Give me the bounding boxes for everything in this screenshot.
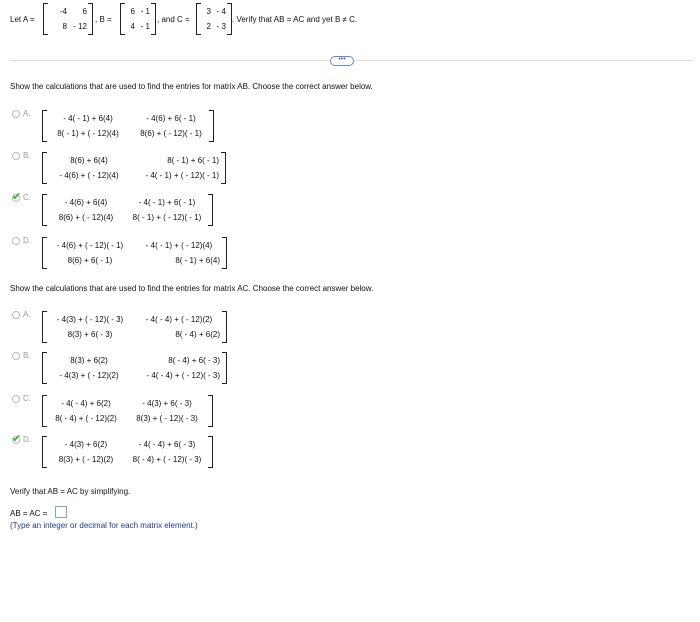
matrix-cell: 8(3) + 6(2) — [70, 356, 108, 365]
matrix-bracket-left — [42, 194, 47, 226]
option-letter: C. — [23, 394, 31, 403]
matrix-cell: 8( - 4) + ( - 12)( - 3) — [132, 455, 202, 464]
q2-option-c[interactable] — [12, 395, 232, 429]
let-a-label: Let A = — [10, 15, 35, 24]
matrix-cell: 8 — [62, 22, 67, 31]
matrix-bracket-right — [209, 110, 214, 142]
matrix-cell: - 4(3) + ( - 12)( - 3) — [56, 315, 124, 324]
matrix-cell: - 4(3) + 6(2) — [64, 440, 108, 449]
q1-option-a[interactable] — [12, 110, 227, 144]
matrix-cell: - 4(6) + 6( - 1) — [146, 114, 196, 123]
option-letter: D. — [23, 236, 31, 245]
matrix-a — [43, 3, 93, 35]
answer-label: AB = AC = — [10, 509, 48, 518]
radio-button[interactable] — [12, 311, 20, 319]
checkmark-icon: ✔ — [12, 191, 22, 203]
matrix-cell: 8(6) + 6( - 1) — [67, 256, 113, 265]
matrix-bracket-right — [151, 3, 156, 35]
verify-prompt: Verify that AB = AC by simplifying. — [10, 487, 131, 496]
matrix-cell: - 4( - 1) + ( - 12)( - 1) — [145, 171, 219, 180]
matrix-cell: - 4(3) + 6( - 3) — [142, 399, 192, 408]
matrix-bracket-right — [208, 194, 213, 226]
matrix-cell: 8(3) + 6( - 3) — [67, 330, 113, 339]
matrix-cell: - 1 — [140, 22, 150, 31]
matrix-bracket-right — [222, 352, 227, 384]
matrix-cell: - 4( - 1) + ( - 12)(4) — [145, 241, 213, 250]
matrix-cell: 8(6) + ( - 12)( - 1) — [140, 129, 202, 138]
matrix-cell: 8( - 4) + 6(2) — [175, 330, 220, 339]
matrix-cell: 8( - 4) + 6( - 3) — [168, 356, 220, 365]
option-letter: B. — [23, 351, 31, 360]
matrix-cell: 3 — [206, 7, 211, 16]
matrix-cell: - 4(6) + ( - 12)( - 1) — [56, 241, 124, 250]
matrix-cell: 8( - 1) + 6( - 1) — [167, 156, 219, 165]
option-letter: B. — [23, 151, 31, 160]
radio-button[interactable] — [12, 395, 20, 403]
matrix-bracket-left — [43, 3, 48, 35]
matrix-bracket-left — [42, 110, 47, 142]
matrix-bracket-right — [221, 152, 226, 184]
matrix-cell: 2 — [206, 22, 211, 31]
checkmark-icon: ✔ — [12, 433, 22, 445]
matrix-cell: 8( - 1) + 6(4) — [175, 256, 220, 265]
q1-option-c[interactable] — [12, 191, 227, 228]
matrix-cell: - 3 — [216, 22, 226, 31]
radio-button[interactable] — [12, 152, 20, 160]
matrix-bracket-right — [88, 3, 93, 35]
matrix-bracket-right — [208, 436, 213, 468]
matrix-bracket-left — [42, 152, 47, 184]
matrix-cell: 8( - 1) + ( - 12)(4) — [57, 129, 119, 138]
matrix-cell: 8(6) + 6(4) — [70, 156, 108, 165]
matrix-cell: - 1 — [140, 7, 150, 16]
matrix-cell: 8( - 4) + ( - 12)(2) — [55, 414, 117, 423]
radio-button[interactable] — [12, 237, 20, 245]
q2-option-b[interactable] — [12, 352, 232, 386]
matrix-cell: - 4( - 4) + 6( - 3) — [138, 440, 196, 449]
radio-button[interactable] — [12, 352, 20, 360]
matrix-cell: 8(6) + ( - 12)(4) — [58, 213, 114, 222]
matrix-cell: - 4(3) + ( - 12)(2) — [59, 371, 119, 380]
matrix-cell: - 4( - 4) + ( - 12)( - 3) — [146, 371, 220, 380]
matrix-bracket-right — [208, 395, 213, 427]
q1-option-b[interactable] — [12, 152, 227, 186]
q2-option-a[interactable] — [12, 311, 232, 345]
matrix-b — [120, 3, 156, 35]
matrix-cell: - 4(6) + ( - 12)(4) — [59, 171, 119, 180]
matrix-cell: 8( - 1) + ( - 12)( - 1) — [132, 213, 202, 222]
matrix-cell: - 4( - 4) + 6(2) — [61, 399, 111, 408]
matrix-cell: 8(3) + ( - 12)( - 3) — [136, 414, 198, 423]
option-letter: A. — [23, 310, 31, 319]
q1-option-d[interactable] — [12, 237, 232, 271]
matrix-cell: -4 — [59, 7, 67, 16]
matrix-cell: - 4(6) + 6(4) — [64, 198, 108, 207]
and-c-label: , and C = — [157, 15, 190, 24]
matrix-cell: - 4( - 4) + ( - 12)(2) — [145, 315, 213, 324]
matrix-cell: 8(3) + ( - 12)(2) — [58, 455, 114, 464]
matrix-cell: - 4( - 1) + 6(4) — [63, 114, 113, 123]
matrix-c — [196, 3, 232, 35]
b-eq-label: , B = — [95, 15, 112, 24]
matrix-cell: - 4( - 1) + 6( - 1) — [138, 198, 196, 207]
matrix-cell: - 4 — [216, 7, 226, 16]
matrix-cell: 6 — [82, 7, 87, 16]
matrix-bracket-right — [222, 237, 227, 269]
option-letter: D. — [23, 435, 31, 444]
answer-input[interactable] — [55, 506, 67, 518]
more-button[interactable]: ••• — [330, 56, 354, 66]
q1-prompt: Show the calculations that are used to find the entries for matrix AB. Choose the correct answer below. — [10, 82, 373, 91]
matrix-bracket-right — [222, 311, 227, 343]
q2-prompt: Show the calculations that are used to find the entries for matrix AC. Choose the correct answer below. — [10, 284, 374, 293]
matrix-cell: 6 — [130, 7, 135, 16]
matrix-cell: 4 — [130, 22, 135, 31]
option-letter: A. — [23, 109, 31, 118]
verify-statement: . Verify that AB = AC and yet B ≠ C. — [232, 15, 358, 24]
option-letter: C. — [23, 193, 31, 202]
answer-hint: (Type an integer or decimal for each matrix element.) — [10, 521, 198, 530]
radio-button[interactable] — [12, 110, 20, 118]
matrix-cell: - 12 — [73, 22, 87, 31]
q2-option-d[interactable] — [12, 433, 232, 470]
